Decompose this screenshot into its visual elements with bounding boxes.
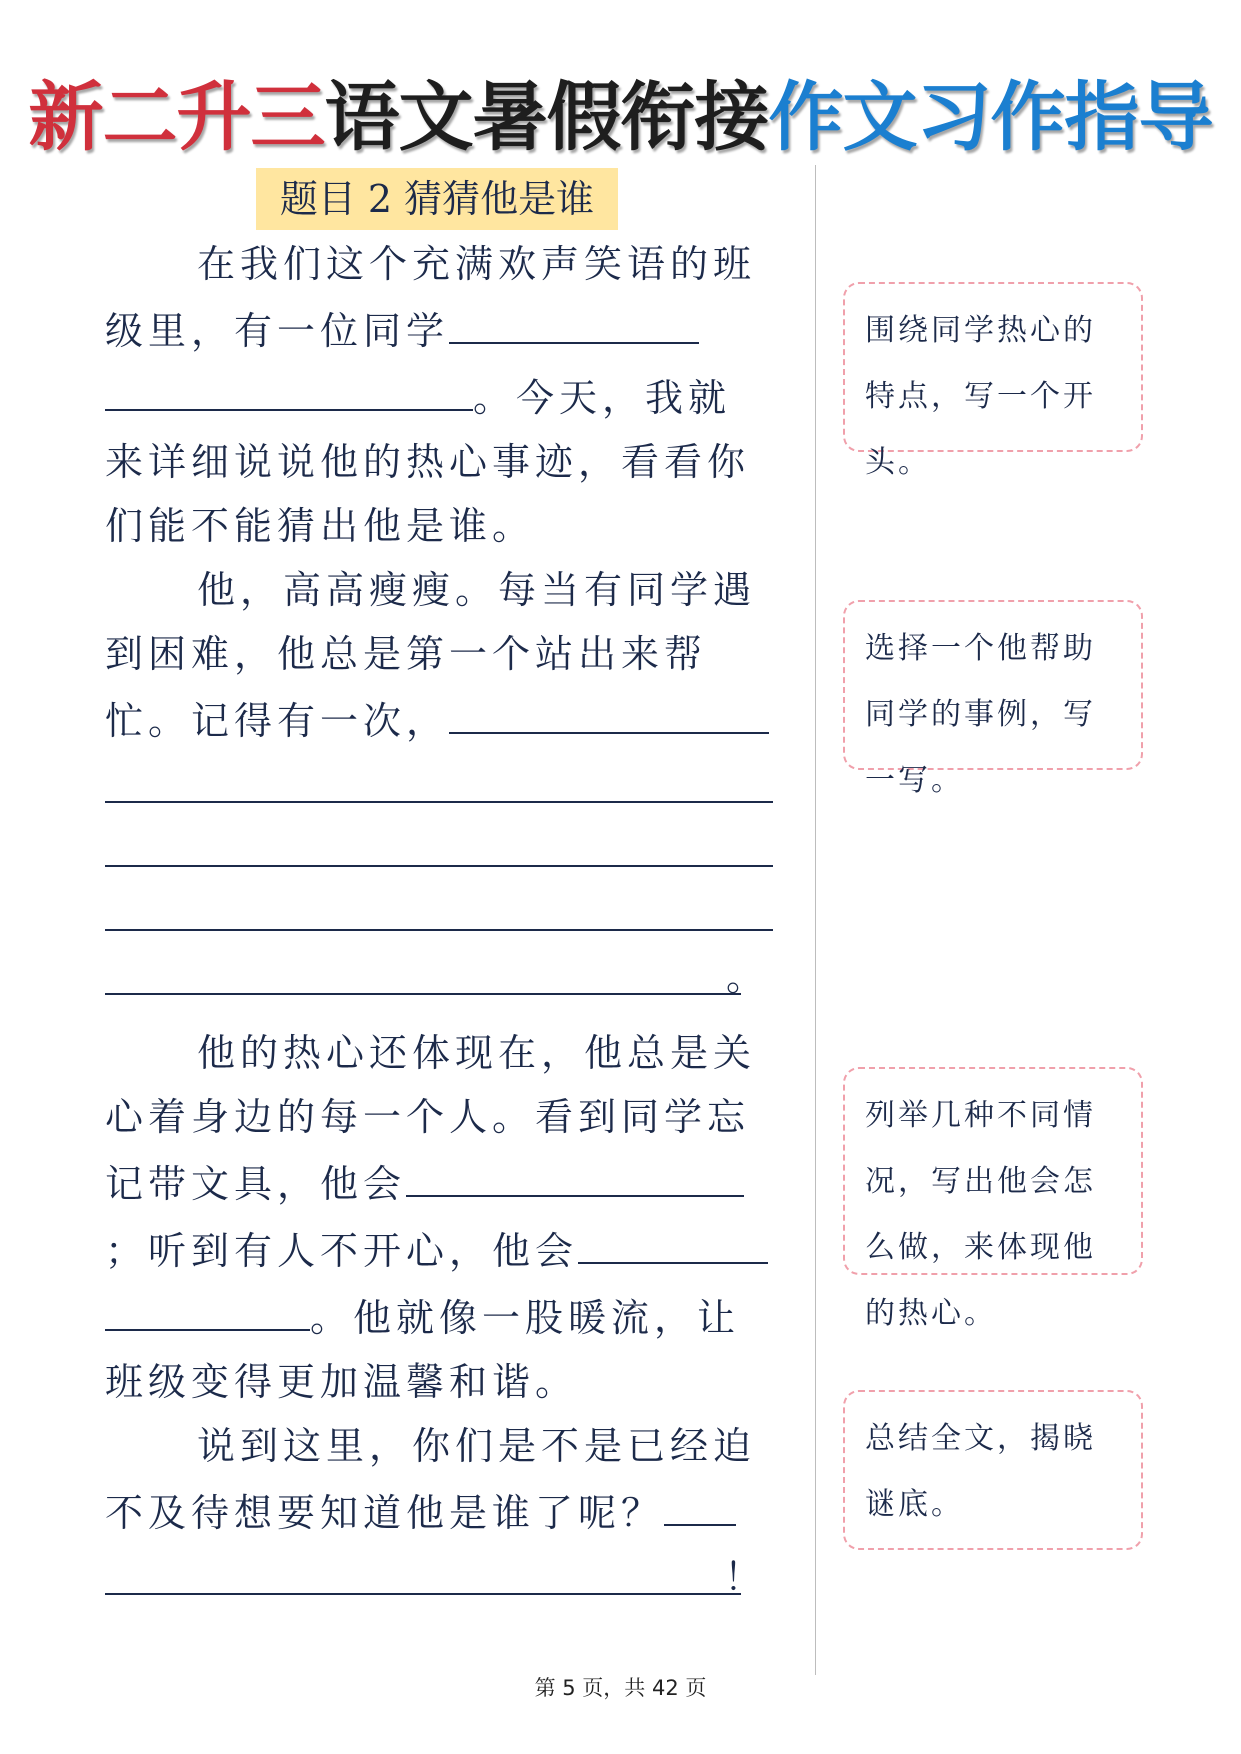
title-part-grade: 新二升三 [28, 73, 325, 161]
essay-text: 说到这里，你们是不是已经迫不及待想要知道他是谁了呢？ [105, 1424, 757, 1535]
answer-line[interactable] [105, 1545, 773, 1609]
answer-blank[interactable] [664, 1478, 736, 1526]
essay-paragraph-4 [105, 1414, 773, 1545]
page-title [0, 72, 1241, 162]
column-divider [815, 165, 816, 1675]
answer-line[interactable] [105, 753, 773, 817]
essay-text: ； [105, 1229, 149, 1273]
title-part-subject: 语文暑假衔接 [324, 73, 769, 161]
page-number: 第 5 页，共 42 页 [534, 1676, 707, 1700]
essay-text: 他的热心还体现在，他总是关心着身边的每一个人。看到同学忘记带文具，他会 [105, 1031, 757, 1206]
essay-text: 。他就像一股暖流，让班级变得更加温馨和谐。 [105, 1296, 741, 1404]
title-part-topic: 作文习作指导 [768, 73, 1213, 161]
essay-text: 在我们这个充满欢声笑语的班级里，有一位同学 [105, 242, 757, 353]
essay-text: 。今天，我就来详细说说他的热心事迹，看看你们能不能猜出他是谁。 [105, 376, 751, 548]
essay-body [105, 232, 773, 1609]
answer-blank[interactable] [449, 686, 769, 734]
hint-box-example: 选择一个他帮助同学的事例，写一写。 [843, 600, 1143, 770]
answer-blank[interactable] [578, 1216, 768, 1264]
hint-box-opening: 围绕同学热心的特点，写一个开头。 [843, 282, 1143, 452]
answer-blank[interactable] [449, 296, 699, 344]
answer-blank[interactable] [406, 1149, 744, 1197]
essay-text: 他，高高瘦瘦。每当有同学遇到困难，他总是第一个站出来帮忙。记得有一次， [105, 568, 757, 743]
essay-paragraph-1 [105, 232, 773, 558]
essay-text: ！ [723, 1555, 767, 1599]
answer-line[interactable] [105, 817, 773, 881]
hint-box-situations: 列举几种不同情况，写出他会怎么做，来体现他的热心。 [843, 1067, 1143, 1275]
answer-line[interactable] [105, 881, 773, 945]
essay-paragraph-3 [105, 1021, 773, 1414]
essay-paragraph-2 [105, 558, 773, 753]
answer-blank[interactable] [105, 363, 473, 411]
hint-box-conclusion: 总结全文，揭晓谜底。 [843, 1390, 1143, 1550]
exercise-subtitle: 题目 2 猜猜他是谁 [256, 168, 618, 230]
essay-text: 听到有人不开心，他会 [148, 1229, 579, 1273]
answer-blank[interactable] [105, 1283, 310, 1331]
essay-text: 。 [725, 955, 769, 999]
answer-line[interactable] [105, 945, 773, 1009]
